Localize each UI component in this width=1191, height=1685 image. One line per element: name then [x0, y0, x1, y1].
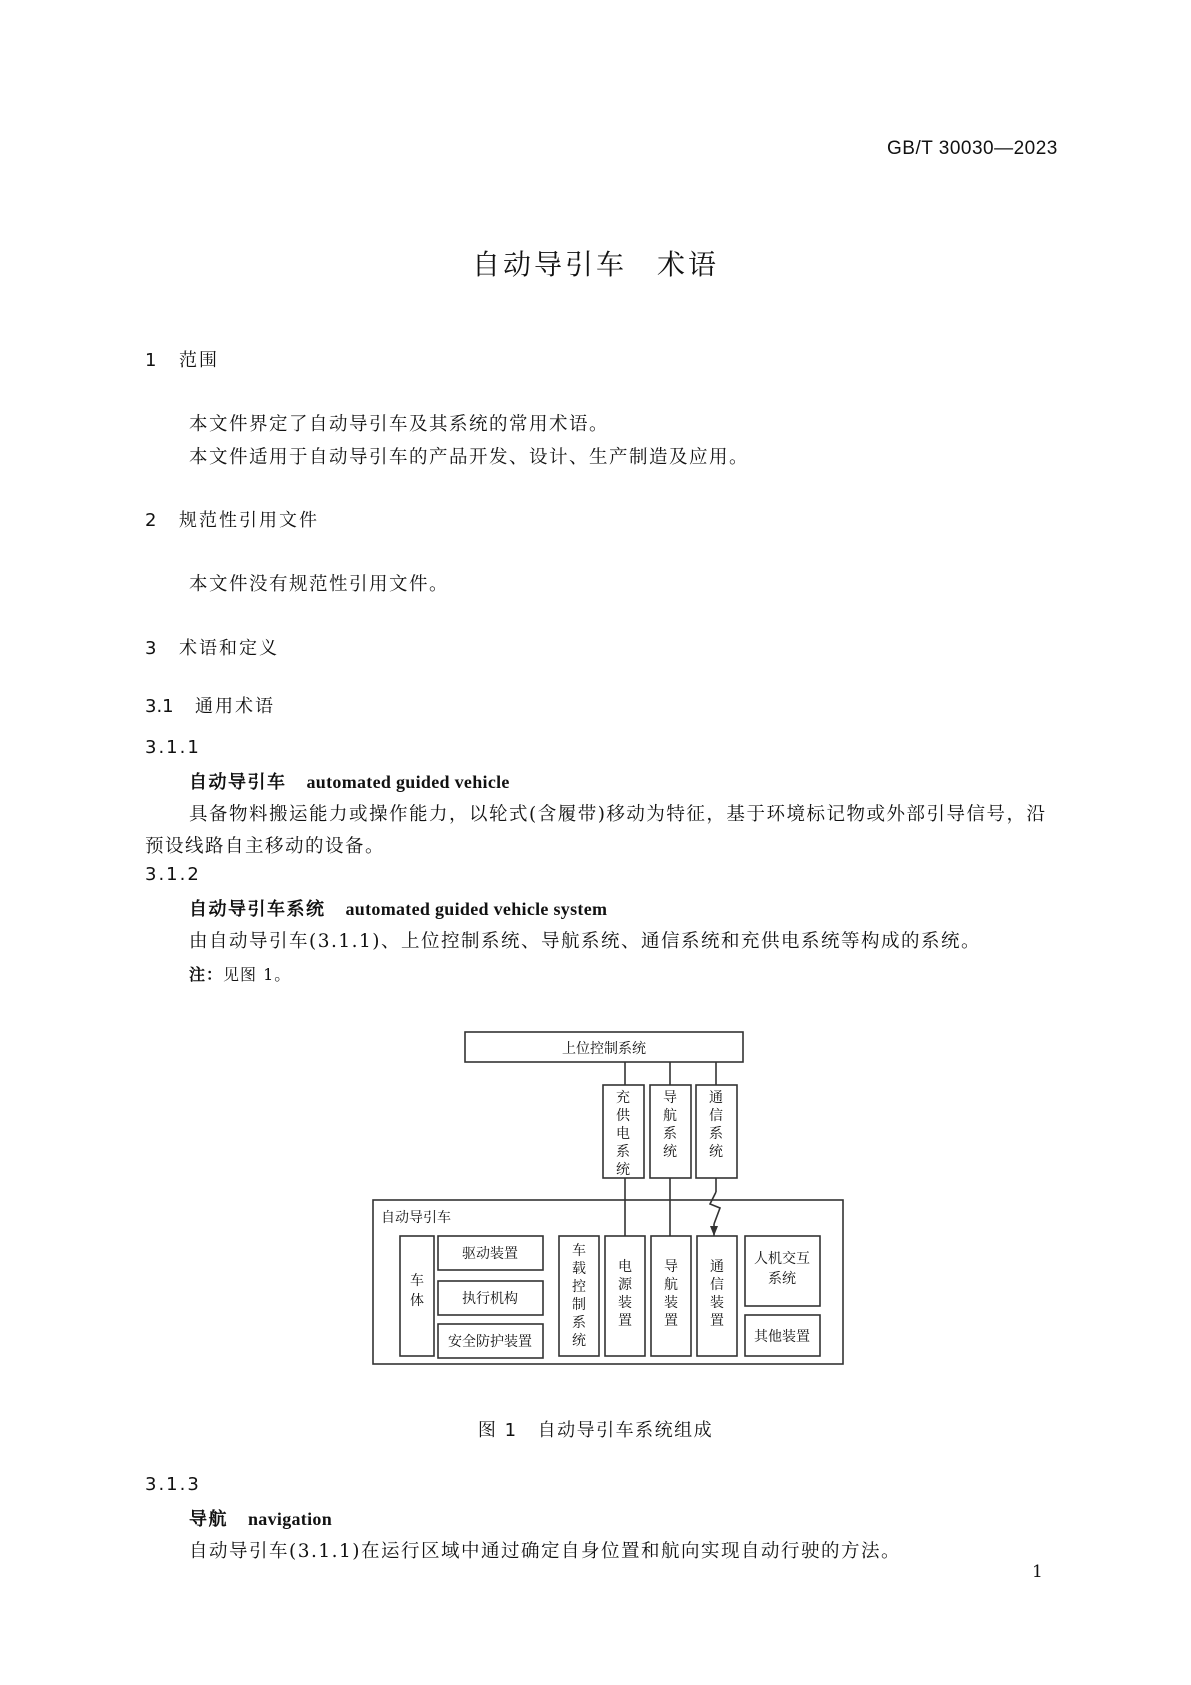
section-1-heading [145, 346, 219, 372]
term-3-1-2-number: 3.1.2 [145, 864, 201, 885]
onboard-control-label [572, 1243, 586, 1349]
vertical-char: 系 [709, 1126, 723, 1142]
figure-number: 图 1 [477, 1420, 518, 1441]
actuator-label: 执行机构 [462, 1291, 518, 1307]
vertical-char: 系 [663, 1126, 677, 1142]
vertical-char: 信 [710, 1277, 724, 1293]
term-3-1-3-definition: 自动导引车(3.1.1)在运行区域中通过确定自身位置和航向实现自动行驶的方法。 [189, 1541, 902, 1562]
term-3-1-1-definition-line-2: 预设线路自主移动的设备。 [145, 836, 386, 857]
vertical-char: 装 [710, 1295, 724, 1311]
note-text: 见图 1。 [223, 965, 292, 984]
term-en: automated guided vehicle system [345, 899, 608, 919]
term-3-1-1-definition-line-1: 具备物料搬运能力或操作能力，以轮式(含履带)移动为特征，基于环境标记物或外部引导信号，沿 [189, 804, 1047, 825]
vertical-char: 系 [616, 1144, 630, 1160]
vertical-char: 置 [664, 1313, 678, 1329]
vertical-char: 统 [572, 1333, 586, 1349]
vertical-char: 导 [663, 1090, 677, 1106]
vertical-char: 车 [410, 1273, 424, 1289]
section-number: 2 [145, 510, 157, 531]
top-control-label: 上位控制系统 [562, 1041, 646, 1057]
vertical-char: 制 [572, 1297, 586, 1313]
figure-title: 自动导引车系统组成 [537, 1420, 714, 1441]
section-number: 3.1 [145, 696, 174, 717]
section-3-1-heading [145, 692, 275, 718]
vertical-char: 电 [616, 1126, 630, 1142]
section-2-heading [145, 506, 319, 532]
navigation-system-label [663, 1090, 677, 1160]
title-part2: 术语 [657, 248, 720, 281]
agv-system-diagram [360, 1018, 850, 1368]
section-title: 规范性引用文件 [179, 510, 319, 531]
section-number: 3 [145, 638, 157, 659]
term-3-1-3-number: 3.1.3 [145, 1474, 201, 1495]
vertical-char: 航 [663, 1108, 677, 1124]
term-zh: 导航 [189, 1509, 228, 1530]
vertical-char: 充 [616, 1090, 630, 1106]
document-title [0, 243, 1191, 283]
communication-system-label [709, 1090, 723, 1160]
vertical-char: 控 [572, 1279, 586, 1295]
page-number: 1 [1032, 1562, 1043, 1582]
vertical-char: 统 [663, 1144, 677, 1160]
vehicle-body-label [410, 1273, 424, 1309]
vertical-char: 置 [618, 1313, 632, 1329]
charging-system-label [616, 1090, 631, 1178]
vertical-char: 装 [618, 1295, 632, 1311]
term-3-1-2-note [189, 962, 291, 985]
vertical-char: 信 [709, 1108, 723, 1124]
section-1-para-2: 本文件适用于自动导引车的产品开发、设计、生产制造及应用。 [189, 447, 750, 468]
term-en: navigation [248, 1509, 333, 1529]
term-3-1-1-number: 3.1.1 [145, 737, 201, 758]
vertical-char: 车 [572, 1243, 586, 1259]
vertical-char: 体 [410, 1293, 424, 1309]
communication-device-label [710, 1259, 724, 1329]
note-label: 注： [189, 965, 224, 984]
vertical-char: 载 [572, 1261, 586, 1277]
hmi-label-line-1: 人机交互 [754, 1251, 810, 1267]
navigation-device-label [664, 1259, 678, 1329]
vertical-char: 系 [572, 1315, 586, 1331]
agv-box-label: 自动导引车 [381, 1210, 451, 1226]
term-3-1-3-title [189, 1505, 332, 1531]
term-zh: 自动导引车 [189, 772, 287, 793]
vertical-char: 导 [664, 1259, 678, 1275]
safety-device-label: 安全防护装置 [448, 1334, 532, 1350]
term-3-1-2-definition: 由自动导引车(3.1.1)、上位控制系统、导航系统、通信系统和充供电系统等构成的系统。 [189, 931, 982, 952]
section-title: 范围 [179, 350, 219, 371]
standard-number: GB/T 30030—2023 [887, 138, 1058, 159]
vertical-char: 置 [710, 1313, 724, 1329]
vertical-char: 装 [664, 1295, 678, 1311]
vertical-char: 通 [709, 1090, 723, 1106]
vertical-char: 供 [616, 1108, 630, 1124]
section-1-para-1: 本文件界定了自动导引车及其系统的常用术语。 [189, 414, 610, 435]
term-zh: 自动导引车系统 [189, 899, 326, 920]
section-2-para-1: 本文件没有规范性引用文件。 [189, 574, 450, 595]
section-3-heading [145, 634, 279, 660]
vertical-char: 航 [664, 1277, 678, 1293]
section-number: 1 [145, 350, 157, 371]
vertical-char: 电 [618, 1259, 632, 1275]
section-title: 通用术语 [195, 696, 275, 717]
power-unit-label [618, 1258, 633, 1329]
title-part1: 自动导引车 [471, 248, 627, 281]
vertical-char: 统 [616, 1162, 630, 1178]
vertical-char: 源 [618, 1277, 632, 1293]
other-device-label: 其他装置 [754, 1329, 810, 1345]
section-title: 术语和定义 [179, 638, 279, 659]
wireless-link-icon [710, 1192, 720, 1224]
figure-caption [0, 1416, 1191, 1442]
drive-unit-label: 驱动装置 [462, 1246, 518, 1262]
term-3-1-2-title [189, 895, 607, 921]
vertical-char: 通 [710, 1259, 724, 1275]
hmi-label-line-2: 系统 [768, 1271, 796, 1287]
vertical-char: 统 [709, 1144, 723, 1160]
term-3-1-1-title [189, 768, 510, 794]
term-en: automated guided vehicle [306, 772, 510, 792]
